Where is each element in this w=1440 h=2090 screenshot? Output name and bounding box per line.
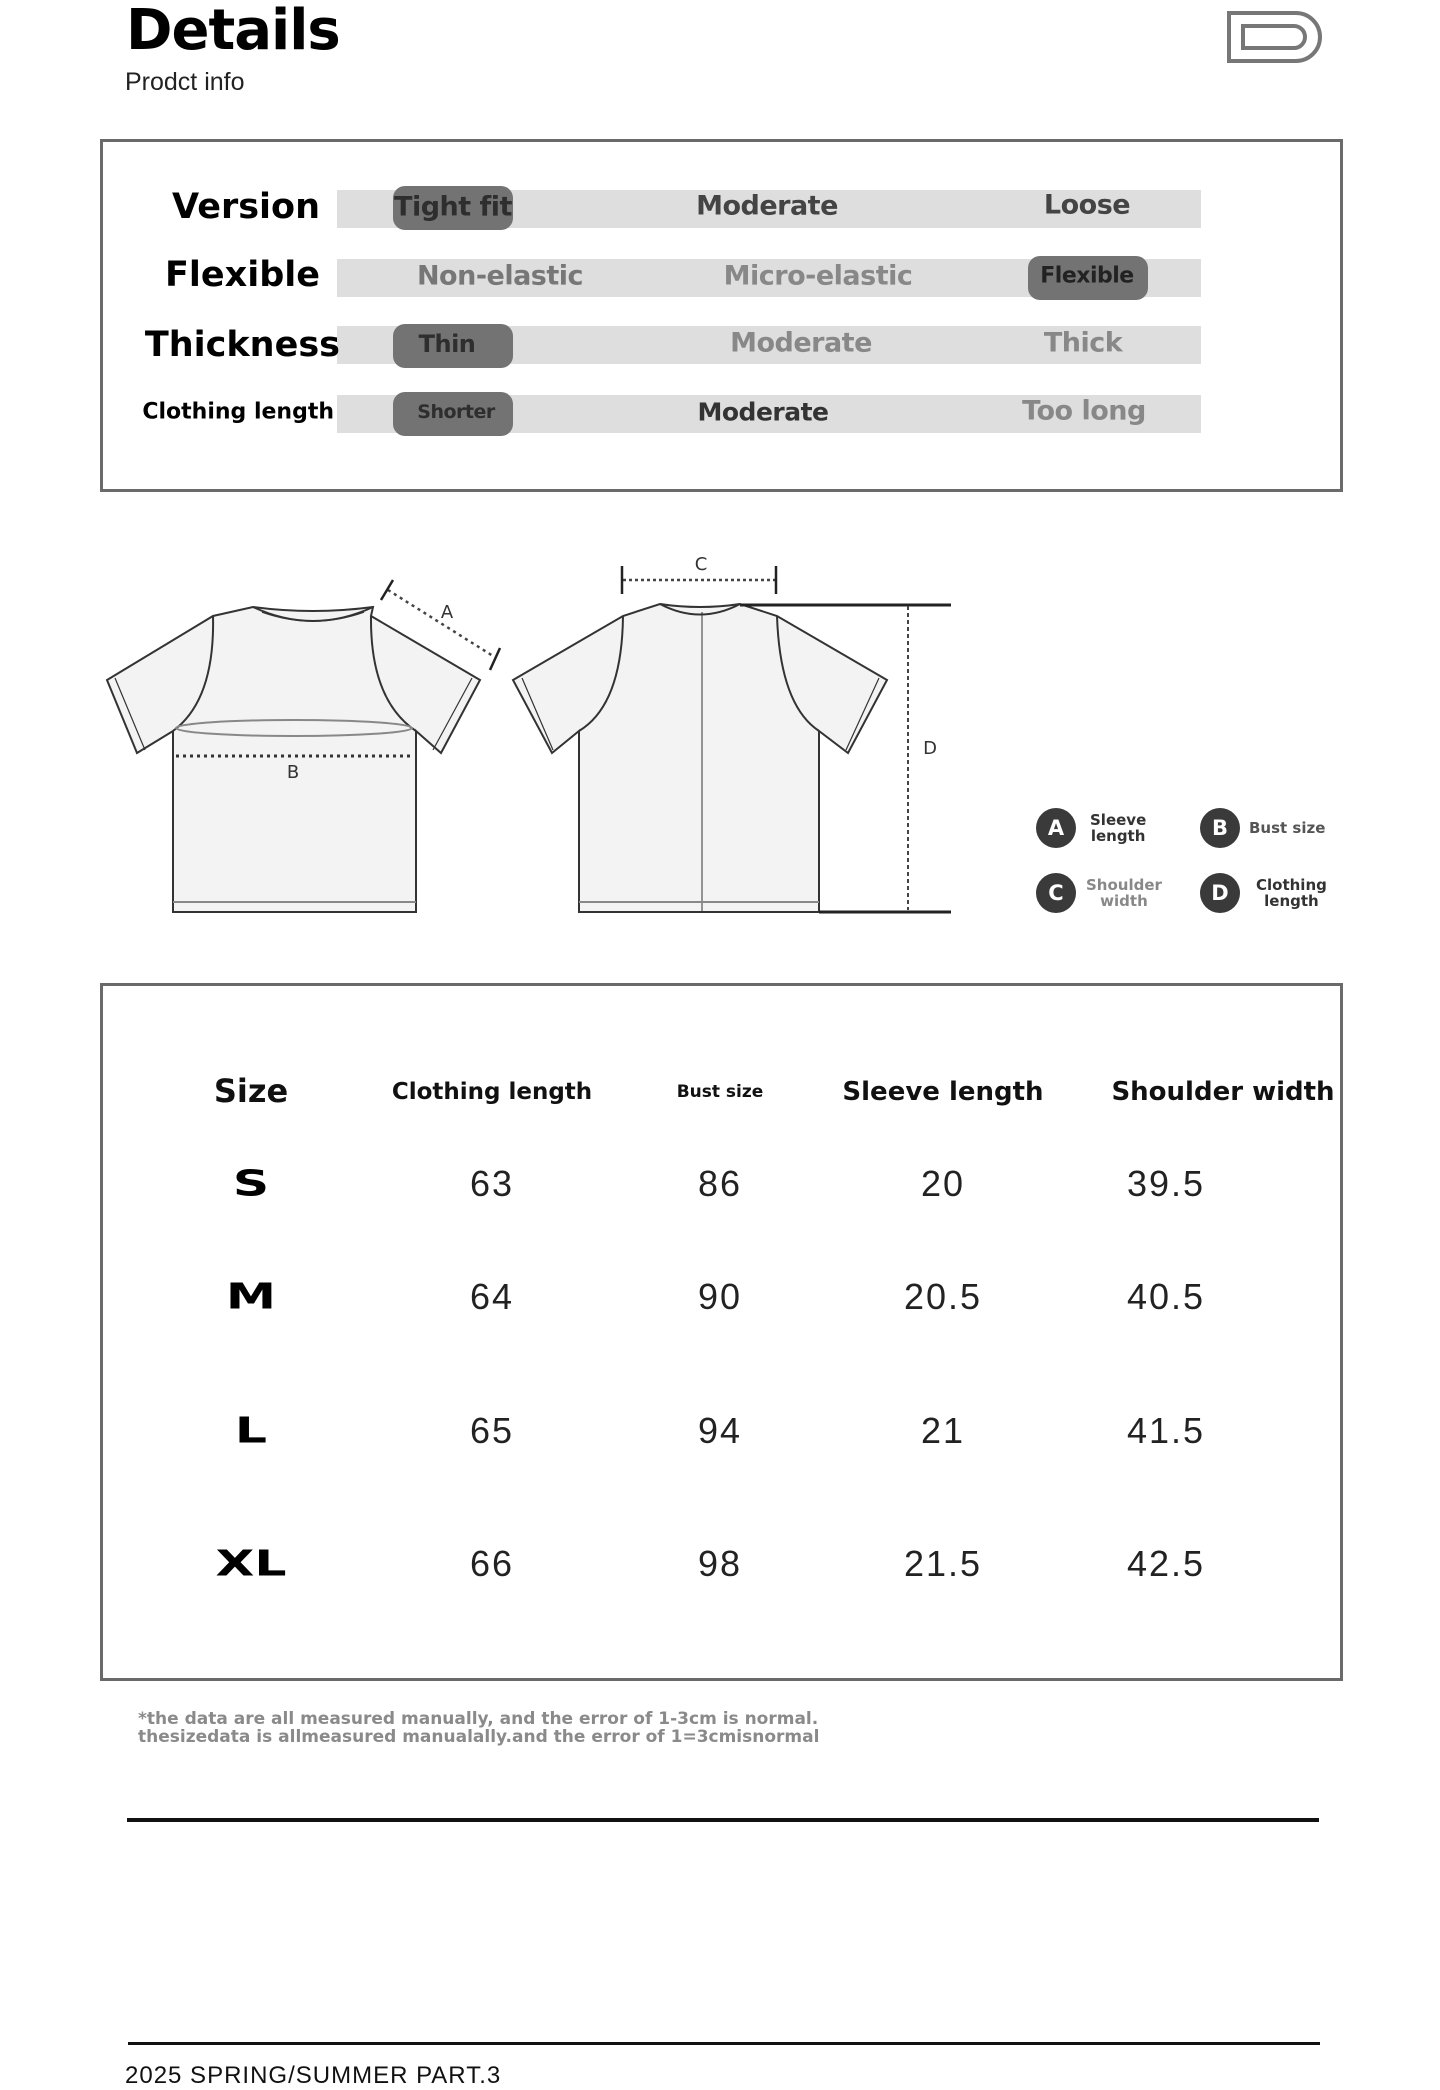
label-d: D <box>923 738 937 759</box>
measurement-cell: 21 <box>920 1410 966 1451</box>
brand-logo-icon <box>1226 10 1322 66</box>
page-subtitle: Prodct info <box>125 68 245 96</box>
option-moderate: Moderate <box>696 190 838 222</box>
header-clothing-length: Clothing length <box>391 1079 593 1105</box>
tshirt-measurement-diagram <box>0 540 1000 940</box>
measurement-cell: 86 <box>697 1163 743 1204</box>
legend-text: Clothing <box>1256 876 1327 894</box>
label-b: B <box>286 762 300 783</box>
size-cell: L <box>234 1410 268 1452</box>
measurement-note: *the data are all measured manually, and the error of 1-3cm is normal. <box>138 1709 819 1729</box>
legend-text: length <box>1264 892 1319 910</box>
legend-text: length <box>1090 827 1146 845</box>
clothing-length-label: Clothing length <box>142 399 334 425</box>
measurement-cell: 41.5 <box>1126 1410 1206 1451</box>
measurement-cell: 66 <box>469 1543 515 1584</box>
legend-b-label <box>1249 820 1325 836</box>
measurement-cell: 39.5 <box>1126 1163 1206 1204</box>
legend-d-label <box>1256 877 1327 909</box>
measurement-cell: 65 <box>469 1410 515 1451</box>
option-thick: Thick <box>1043 327 1123 359</box>
legend-b-icon: B <box>1200 808 1240 848</box>
tshirt-front-icon <box>107 607 480 912</box>
header-bust-size: Bust size <box>676 1082 764 1102</box>
option-micro-elastic: Micro-elastic <box>723 260 913 292</box>
measurement-cell: 63 <box>469 1163 515 1204</box>
label-a: A <box>440 602 454 623</box>
size-cell: M <box>225 1276 277 1318</box>
measurement-cell: 42.5 <box>1126 1543 1206 1584</box>
option-tight-fit: Tight fit <box>394 191 512 223</box>
option-thin: Thin <box>418 330 476 358</box>
legend-text: Sleeve <box>1090 811 1147 829</box>
footer-text: 2025 SPRING/SUMMER PART.3 <box>125 2062 502 2089</box>
size-cell: S <box>232 1163 270 1205</box>
tshirt-back-icon <box>513 604 887 912</box>
page-title: Details <box>126 0 340 63</box>
measurement-cell: 21.5 <box>903 1543 983 1584</box>
measurement-note: thesizedata is allmeasured manualally.and the error of 1=3cmisnormal <box>138 1727 820 1747</box>
measurement-cell: 40.5 <box>1126 1276 1206 1317</box>
header-sleeve-length: Sleeve length <box>842 1077 1044 1107</box>
legend-c-label <box>1086 877 1162 909</box>
legend-text: Shoulder <box>1086 876 1162 894</box>
measurement-cell: 90 <box>697 1276 743 1317</box>
option-shorter: Shorter <box>417 401 495 423</box>
legend-text: Bust size <box>1249 819 1326 837</box>
measurement-cell: 98 <box>697 1543 743 1584</box>
measurement-cell: 64 <box>469 1276 515 1317</box>
option-non-elastic: Non-elastic <box>416 260 584 292</box>
option-moderate: Moderate <box>730 327 872 359</box>
legend-a-label <box>1090 812 1146 844</box>
version-label: Version <box>172 187 320 227</box>
size-cell: XL <box>215 1543 287 1585</box>
divider <box>127 1818 1319 1822</box>
measurement-cell: 94 <box>697 1410 743 1451</box>
flexible-label: Flexible <box>164 255 320 295</box>
measurement-cell: 20.5 <box>903 1276 983 1317</box>
footer-divider <box>128 2042 1320 2045</box>
option-loose: Loose <box>1043 189 1131 221</box>
legend-text: width <box>1100 892 1148 910</box>
option-flexible: Flexible <box>1040 263 1134 289</box>
measurement-cell: 20 <box>920 1163 966 1204</box>
label-c: C <box>694 554 708 575</box>
thickness-label: Thickness <box>144 325 340 365</box>
header-shoulder-width: Shoulder width <box>1111 1077 1335 1107</box>
option-moderate: Moderate <box>697 397 829 427</box>
header-size: Size <box>213 1072 289 1110</box>
legend-c-icon: C <box>1036 873 1076 913</box>
legend-a-icon: A <box>1036 808 1076 848</box>
legend-d-icon: D <box>1200 873 1240 913</box>
option-too-long: Too long <box>1022 395 1146 427</box>
